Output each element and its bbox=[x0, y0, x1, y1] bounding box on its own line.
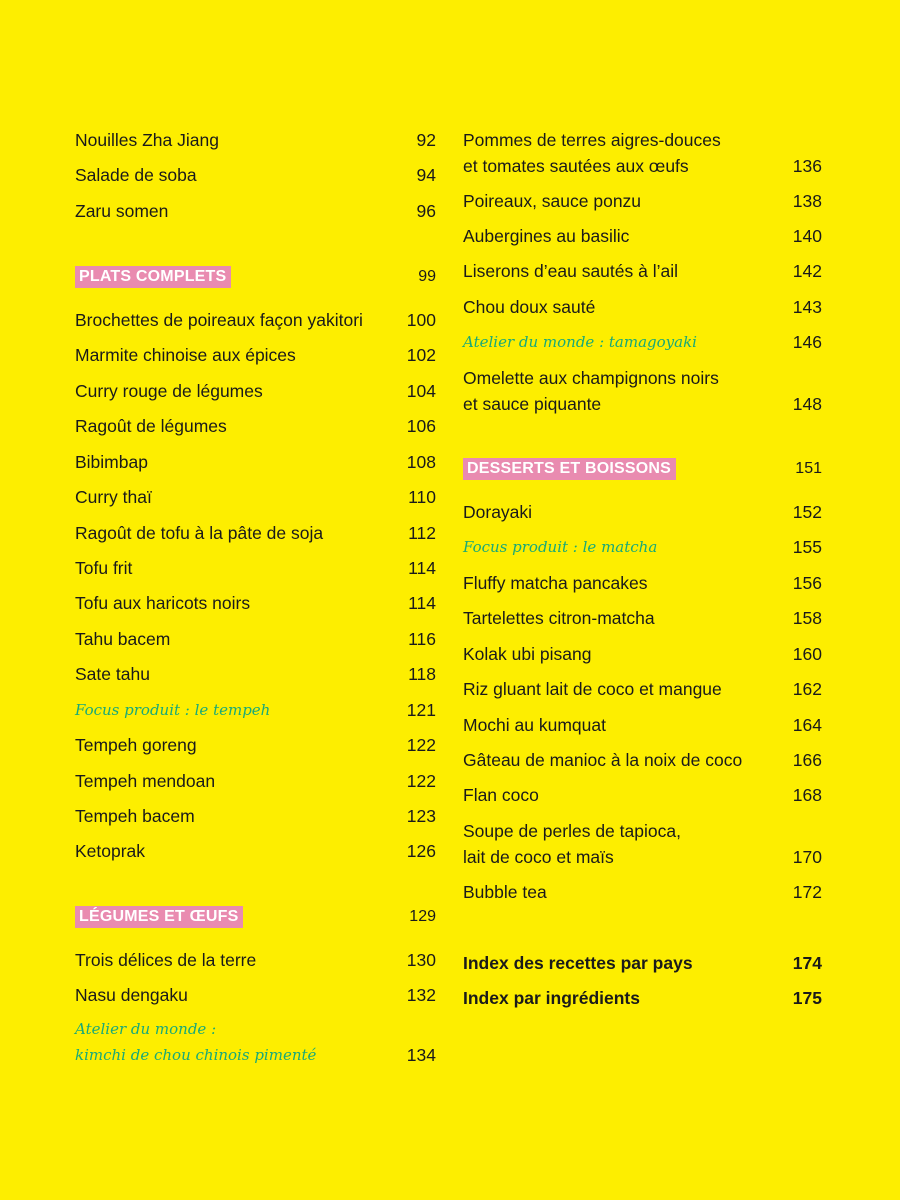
toc-entry-atelier[interactable]: Atelier du monde : tamagoyaki 146 bbox=[463, 332, 822, 352]
toc-entry[interactable]: Zaru somen 96 bbox=[75, 201, 436, 221]
toc-entry[interactable]: Tartelettes citron-matcha 158 bbox=[463, 608, 822, 628]
toc-entry-focus[interactable]: Focus produit : le matcha 155 bbox=[463, 537, 822, 557]
toc-entry-index-ingredients[interactable]: Index par ingrédients 175 bbox=[463, 988, 822, 1008]
toc-entry[interactable]: Sate tahu 118 bbox=[75, 664, 436, 684]
section-heading-desserts[interactable]: DESSERTS ET BOISSONS 151 bbox=[463, 458, 822, 480]
toc-entry[interactable]: Nasu dengaku 132 bbox=[75, 985, 436, 1005]
toc-entry[interactable]: Pommes de terres aigres-douces et tomates sautées aux œufs 136 bbox=[463, 130, 822, 176]
toc-entry-focus[interactable]: Focus produit : le tempeh 121 bbox=[75, 700, 436, 720]
toc-entry[interactable]: Ragoût de tofu à la pâte de soja 112 bbox=[75, 523, 436, 543]
toc-entry[interactable]: Omelette aux champignons noirs et sauce piquante 148 bbox=[463, 368, 822, 414]
toc-entry[interactable]: Mochi au kumquat 164 bbox=[463, 715, 822, 735]
toc-entry[interactable]: Nouilles Zha Jiang 92 bbox=[75, 130, 436, 150]
toc-entry[interactable]: Brochettes de poireaux façon yakitori 100 bbox=[75, 310, 436, 330]
toc-entry[interactable]: Dorayaki 152 bbox=[463, 502, 822, 522]
toc-entry[interactable]: Tempeh bacem 123 bbox=[75, 806, 436, 826]
section-heading-plats[interactable]: PLATS COMPLETS 99 bbox=[75, 266, 436, 288]
toc-entry-index-countries[interactable]: Index des recettes par pays 174 bbox=[463, 953, 822, 973]
toc-entry[interactable]: Salade de soba 94 bbox=[75, 165, 436, 185]
toc-entry[interactable]: Tahu bacem 116 bbox=[75, 629, 436, 649]
toc-entry[interactable]: Tofu aux haricots noirs 114 bbox=[75, 593, 436, 613]
toc-entry[interactable]: Gâteau de manioc à la noix de coco 166 bbox=[463, 750, 822, 770]
toc-entry[interactable]: Tempeh mendoan 122 bbox=[75, 771, 436, 791]
toc-entry[interactable]: Curry rouge de légumes 104 bbox=[75, 381, 436, 401]
toc-entry[interactable]: Marmite chinoise aux épices 102 bbox=[75, 345, 436, 365]
toc-entry[interactable]: Bibimbap 108 bbox=[75, 452, 436, 472]
toc-entry[interactable]: Soupe de perles de tapioca, lait de coco et maïs 170 bbox=[463, 821, 822, 867]
toc-entry[interactable]: Aubergines au basilic 140 bbox=[463, 226, 822, 246]
toc-entry[interactable]: Flan coco 168 bbox=[463, 785, 822, 805]
toc-entry[interactable]: Riz gluant lait de coco et mangue 162 bbox=[463, 679, 822, 699]
toc-entry[interactable]: Ragoût de légumes 106 bbox=[75, 416, 436, 436]
toc-entry-atelier[interactable]: Atelier du monde : kimchi de chou chinois pimenté 134 bbox=[75, 1020, 436, 1065]
toc-entry[interactable]: Ketoprak 126 bbox=[75, 841, 436, 861]
toc-entry[interactable]: Trois délices de la terre 130 bbox=[75, 950, 436, 970]
toc-entry[interactable]: Tempeh goreng 122 bbox=[75, 735, 436, 755]
toc-entry[interactable]: Fluffy matcha pancakes 156 bbox=[463, 573, 822, 593]
toc-entry[interactable]: Tofu frit 114 bbox=[75, 558, 436, 578]
toc-entry[interactable]: Bubble tea 172 bbox=[463, 882, 822, 902]
toc-entry[interactable]: Liserons d’eau sautés à l’ail 142 bbox=[463, 261, 822, 281]
toc-entry[interactable]: Poireaux, sauce ponzu 138 bbox=[463, 191, 822, 211]
toc-entry[interactable]: Curry thaï 110 bbox=[75, 487, 436, 507]
toc-entry[interactable]: Kolak ubi pisang 160 bbox=[463, 644, 822, 664]
toc-entry[interactable]: Chou doux sauté 143 bbox=[463, 297, 822, 317]
section-heading-legumes[interactable]: LÉGUMES ET ŒUFS 129 bbox=[75, 906, 436, 928]
